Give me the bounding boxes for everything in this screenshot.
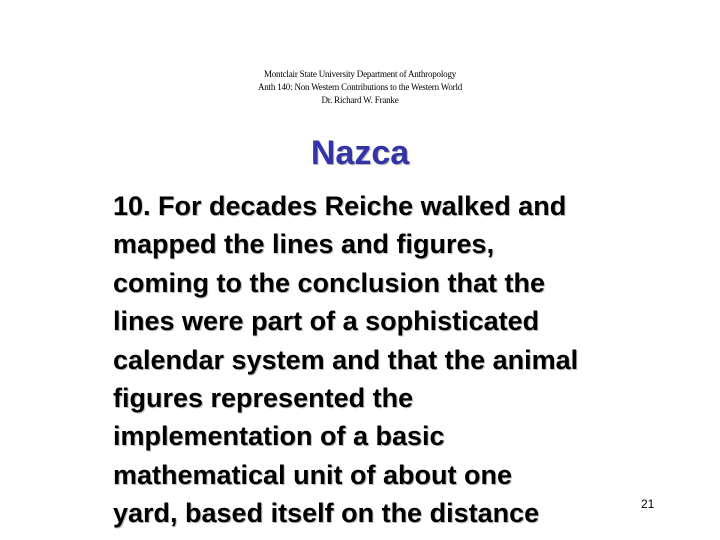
slide-body: [113, 187, 713, 533]
body-line: mathematical unit of about one: [113, 459, 513, 490]
body-line: figures represented the: [113, 383, 414, 414]
body-line: 10. For decades Reiche walked and: [113, 191, 567, 221]
body-line: mapped the lines and figures,: [113, 229, 495, 260]
body-line: coming to the conclusion that the: [113, 267, 545, 298]
course-header: [180, 68, 540, 107]
header-department: Montclair State University Department of Anthropology: [263, 69, 457, 79]
body-line: yard, based itself on the distance: [113, 498, 540, 529]
body-line: calendar system and that the animal: [113, 344, 579, 375]
slide-title: Nazca: [310, 134, 410, 172]
header-course: Anth 140: Non Western Contributions to the Western World: [257, 82, 463, 92]
body-line: implementation of a basic: [113, 421, 445, 452]
header-instructor: Dr. Richard W. Franke: [321, 95, 399, 105]
body-line: lines were part of a sophisticated: [113, 306, 540, 337]
page-number: 21: [641, 497, 655, 511]
